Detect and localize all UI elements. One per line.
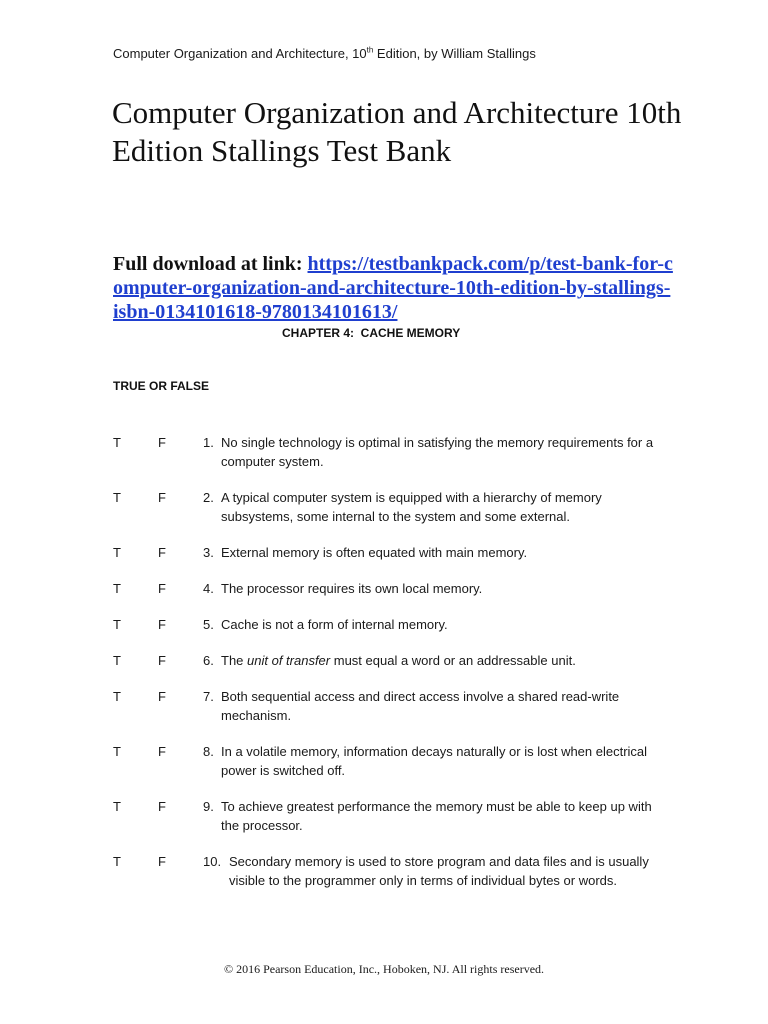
question-number: 1. — [203, 435, 214, 450]
false-marker: F — [158, 689, 166, 704]
question-number: 8. — [203, 744, 214, 759]
download-link[interactable]: https://testbankpack.com/p/test-bank-for-computer-organization-and-architecture-10th-edition-by-stallings-isbn-0134101618-9780134101613/ — [113, 253, 673, 323]
running-header — [113, 46, 536, 61]
true-marker: T — [113, 581, 121, 596]
question-text: To achieve greatest performance the memory must be able to keep up with the processor. — [221, 799, 652, 833]
question-text: In a volatile memory, information decays naturally or is lost when electrical power is switched off. — [221, 744, 648, 778]
download-line — [113, 252, 673, 324]
false-marker: F — [158, 617, 166, 632]
question-text-italic: unit of transfer — [247, 653, 331, 668]
question-text-post: must equal a word or an addressable unit. — [330, 653, 576, 668]
question-number: 5. — [203, 617, 214, 632]
false-marker: F — [158, 435, 166, 450]
question-number: 10. — [203, 854, 222, 869]
false-marker: F — [158, 490, 166, 505]
true-marker: T — [113, 435, 121, 450]
true-marker: T — [113, 689, 121, 704]
true-marker: T — [113, 799, 121, 814]
true-marker: T — [113, 653, 121, 668]
question-text: The processor requires its own local memory. — [221, 581, 483, 596]
question-number: 6. — [203, 653, 214, 668]
question-text: A typical computer system is equipped with a hierarchy of memory subsystems, some internal to the system and some external. — [221, 490, 602, 524]
true-marker: T — [113, 744, 121, 759]
question-number: 3. — [203, 545, 214, 560]
question-text: Both sequential access and direct access involve a shared read-write mechanism. — [221, 689, 620, 723]
question-text — [221, 651, 661, 670]
running-header-post: Edition, by William Stallings — [373, 46, 536, 61]
section-heading: TRUE OR FALSE — [113, 379, 210, 393]
running-header-sup: th — [366, 45, 374, 55]
false-marker: F — [158, 854, 166, 869]
true-marker: T — [113, 617, 121, 632]
question-text: Cache is not a form of internal memory. — [221, 617, 448, 632]
running-header-pre: Computer Organization and Architecture, 10 — [113, 46, 367, 61]
document-title: Computer Organization and Architecture 10th Edition Stallings Test Bank — [112, 95, 682, 168]
chapter-heading: CHAPTER 4: CACHE MEMORY — [282, 326, 461, 340]
true-marker: T — [113, 545, 121, 560]
false-marker: F — [158, 581, 166, 596]
question-text-pre: The — [221, 653, 248, 668]
false-marker: F — [158, 799, 166, 814]
question-number: 9. — [203, 799, 214, 814]
question-text: No single technology is optimal in satisfying the memory requirements for a computer system. — [221, 435, 654, 469]
false-marker: F — [158, 653, 166, 668]
true-marker: T — [113, 490, 121, 505]
question-number: 4. — [203, 581, 214, 596]
question-text: External memory is often equated with main memory. — [221, 545, 528, 560]
false-marker: F — [158, 744, 166, 759]
question-number: 7. — [203, 689, 214, 704]
question-number: 2. — [203, 490, 214, 505]
true-marker: T — [113, 854, 121, 869]
copyright-footer: © 2016 Pearson Education, Inc., Hoboken, NJ. All rights reserved. — [223, 962, 545, 976]
download-label: Full download at link: — [113, 253, 308, 275]
question-text: Secondary memory is used to store program and data files and is usually visible to the programmer only in terms of individual bytes or words. — [229, 854, 649, 888]
false-marker: F — [158, 545, 166, 560]
